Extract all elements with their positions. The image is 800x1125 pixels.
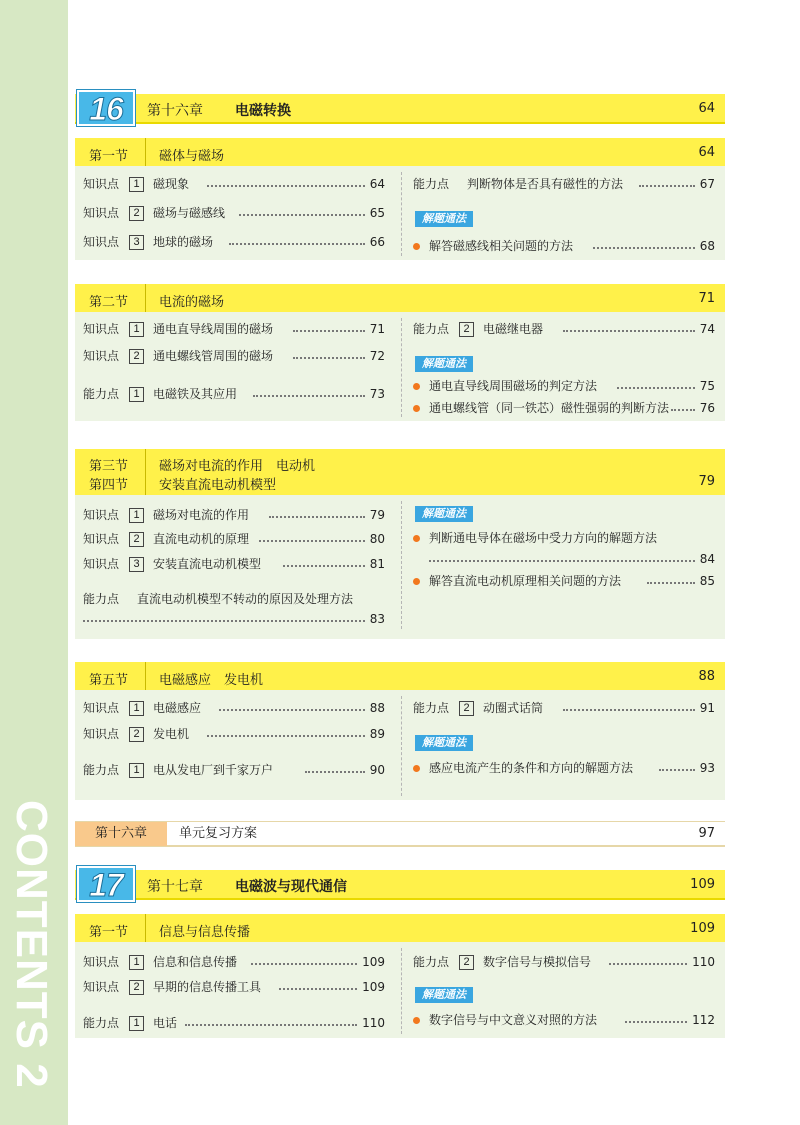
method-entry-page[interactable]: 84	[413, 549, 715, 569]
contents-vertical-label: CONTENTS 2	[7, 800, 56, 1089]
section-2-block	[75, 284, 725, 421]
section-17-1-header[interactable]: 第一节 信息与信息传播 109	[75, 914, 725, 942]
toc-entry-ability[interactable]: 能力点 判断物体是否具有磁性的方法 67	[413, 174, 715, 194]
bullet-icon	[413, 765, 420, 772]
toc-entry[interactable]: 知识点 3 安装直流电动机模型 81	[83, 554, 385, 574]
review-chapter-label: 第十六章	[75, 822, 167, 846]
chapter-title: 电磁波与现代通信	[235, 879, 347, 895]
chapter-16-header[interactable]	[75, 91, 725, 127]
method-tag: 解题通法	[415, 506, 473, 522]
toc-entry-ability[interactable]: 能力点 2 电磁继电器 74	[413, 319, 715, 339]
toc-entry[interactable]: 知识点 2 直流电动机的原理 80	[83, 529, 385, 549]
chapter-number-badge: 16	[77, 90, 135, 126]
section-3-4-header[interactable]: 第三节 磁场对电流的作用 电动机 第四节 安装直流电动机模型 79	[75, 449, 725, 495]
bullet-icon	[413, 405, 420, 412]
section-title: 磁体与磁场	[159, 149, 225, 164]
method-entry[interactable]: 解答磁感线相关问题的方法 68	[413, 236, 715, 256]
section-1-block	[75, 138, 725, 260]
section-2-header[interactable]: 第二节 电流的磁场 71	[75, 284, 725, 312]
method-entry[interactable]: 数字信号与中文意义对照的方法 112	[413, 1010, 715, 1030]
toc-entry[interactable]: 知识点 2 磁场与磁感线 65	[83, 203, 385, 223]
method-tag: 解题通法	[415, 356, 473, 372]
toc-entry[interactable]: 能力点 1 电磁铁及其应用 73	[83, 384, 385, 404]
toc-entry-ability[interactable]: 能力点 2 动圈式话筒 91	[413, 698, 715, 718]
section-page: 64	[698, 145, 715, 160]
column-divider	[401, 501, 402, 629]
review-title: 单元复习方案	[179, 826, 258, 841]
chapter-page: 64	[698, 101, 715, 116]
section-5-block	[75, 662, 725, 800]
chapter-page: 109	[690, 877, 715, 892]
chapter-label: 第十六章	[147, 103, 203, 119]
toc-entry[interactable]: 知识点 1 信息和信息传播 109	[83, 952, 385, 972]
bullet-icon	[413, 535, 420, 542]
bullet-icon	[413, 578, 420, 585]
toc-entry[interactable]: 知识点 1 磁场对电流的作用 79	[83, 505, 385, 525]
section-label: 第一节	[89, 149, 129, 164]
method-tag: 解题通法	[415, 987, 473, 1003]
toc-entry-ability[interactable]: 能力点 直流电动机模型不转动的原因及处理方法	[83, 592, 354, 606]
column-divider	[401, 696, 402, 796]
toc-entry[interactable]: 知识点 1 通电直导线周围的磁场 71	[83, 319, 385, 339]
method-entry[interactable]: 解答直流电动机原理相关问题的方法 85	[413, 571, 715, 591]
chapter-label: 第十七章	[147, 879, 203, 895]
section-5-header[interactable]: 第五节 电磁感应 发电机 88	[75, 662, 725, 690]
toc-entry[interactable]: 知识点 1 电磁感应 88	[83, 698, 385, 718]
toc-entry[interactable]: 知识点 2 通电螺线管周围的磁场 72	[83, 346, 385, 366]
method-entry[interactable]: 通电螺线管（同一铁芯）磁性强弱的判断方法 76	[413, 398, 715, 418]
toc-entry[interactable]: 知识点 2 早期的信息传播工具 109	[83, 977, 385, 997]
toc-entry-ability-page[interactable]: 83	[83, 609, 385, 629]
column-divider	[401, 318, 402, 417]
toc-entry[interactable]: 知识点 2 发电机 89	[83, 724, 385, 744]
bullet-icon	[413, 1017, 420, 1024]
bullet-icon	[413, 383, 420, 390]
toc-entry[interactable]: 知识点 3 地球的磁场 66	[83, 232, 385, 252]
review-page: 97	[698, 826, 715, 841]
column-divider	[401, 172, 402, 256]
section-3-4-block	[75, 449, 725, 639]
section-1-header[interactable]	[75, 138, 725, 166]
toc-entry-ability[interactable]: 能力点 2 数字信号与模拟信号 110	[413, 952, 715, 972]
method-tag: 解题通法	[415, 735, 473, 751]
chapter-number-badge: 17	[77, 866, 135, 902]
toc-entry[interactable]: 知识点 1 磁现象 64	[83, 174, 385, 194]
chapter-16-review-row[interactable]	[75, 821, 725, 847]
section-17-1-block	[75, 914, 725, 1038]
method-entry[interactable]: 判断通电导体在磁场中受力方向的解题方法	[413, 528, 715, 548]
method-entry[interactable]: 通电直导线周围磁场的判定方法 75	[413, 376, 715, 396]
toc-entry[interactable]: 能力点 1 电从发电厂到千家万户 90	[83, 760, 385, 780]
toc-entry[interactable]: 能力点 1 电话 110	[83, 1013, 385, 1033]
method-entry[interactable]: 感应电流产生的条件和方向的解题方法 93	[413, 758, 715, 778]
column-divider	[401, 948, 402, 1034]
bullet-icon	[413, 243, 420, 250]
chapter-title: 电磁转换	[235, 103, 291, 119]
chapter-17-header[interactable]	[75, 867, 725, 903]
method-tag: 解题通法	[415, 211, 473, 227]
